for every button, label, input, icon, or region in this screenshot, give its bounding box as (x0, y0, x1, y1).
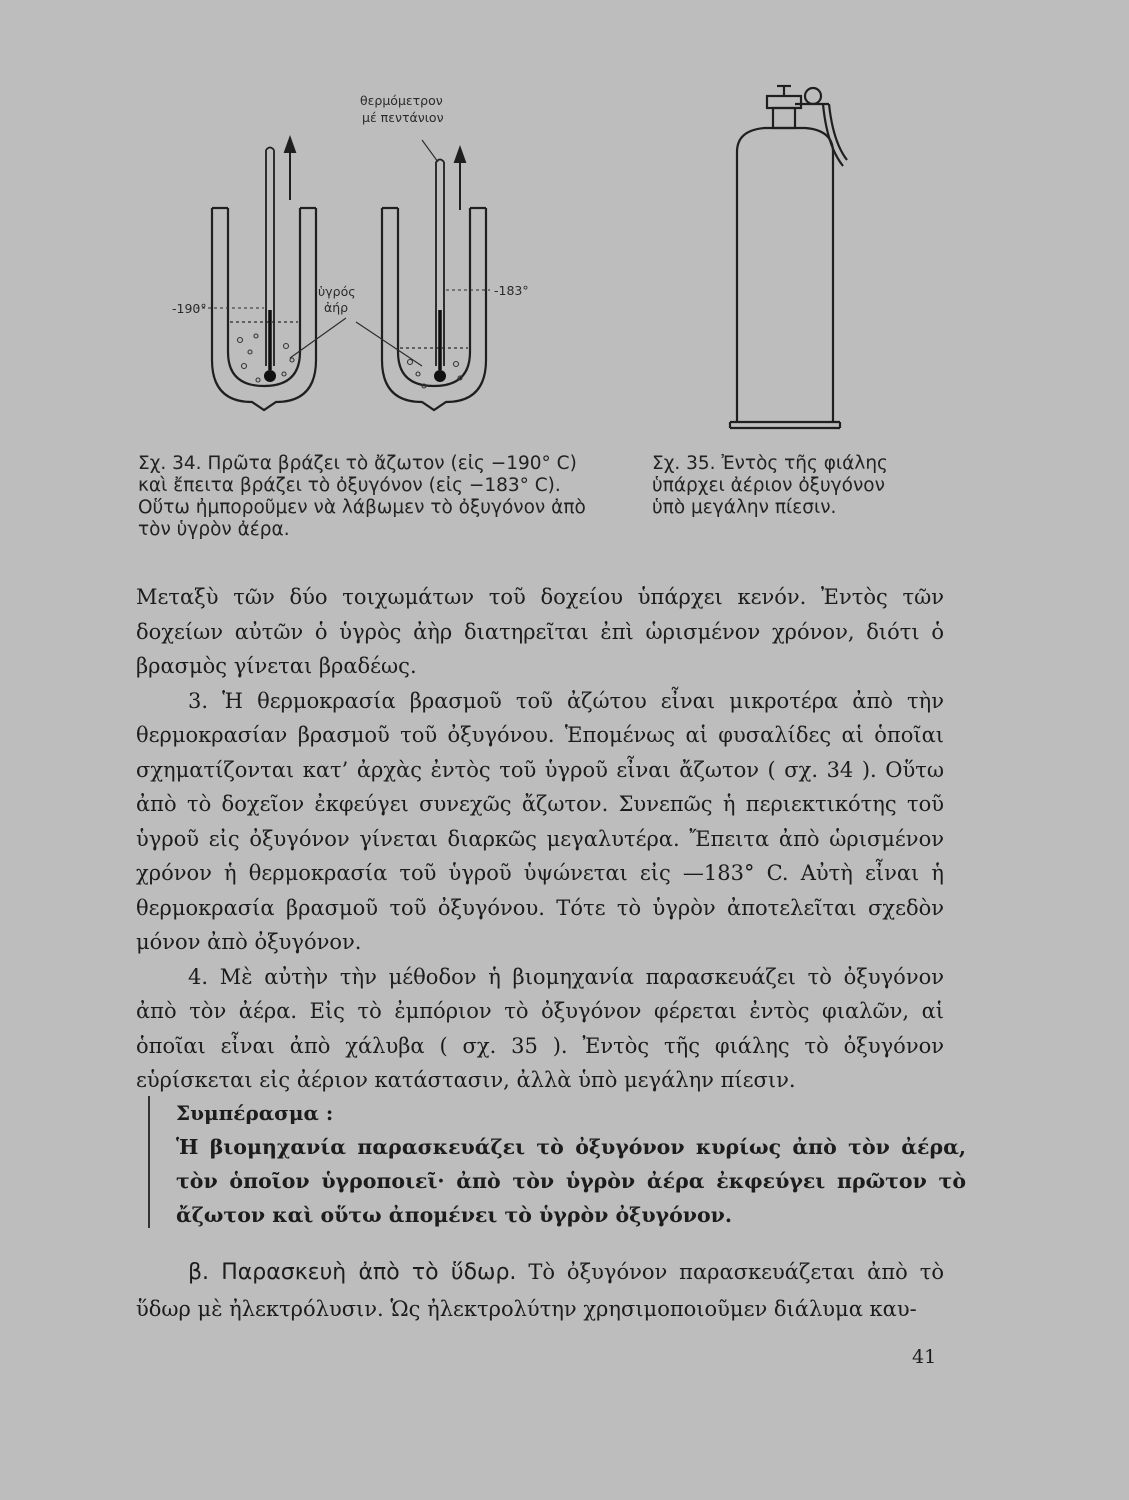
thermometer-label-line1: θερμόμετρον (360, 93, 443, 108)
figure-34-caption (138, 453, 608, 541)
caption-line: ὑπὸ μεγάλην πίεσιν. (652, 497, 837, 518)
paragraph-4: 4. Μὲ αὐτὴν τὴν μέθοδον ἡ βιομηχανία παρασκευάζει τὸ ὀξυγόνον ἀπὸ τὸν ἀέρα. Εἰς τὸ ἐμπόριον τὸ ὀξυγόνον φέρεται ἐντὸς φιαλῶν, αἱ ὁποῖαι εἶναι ἀπὸ χάλυβα ( σχ. 35 ). Ἐντὸς τῆς φιάλης τὸ ὀξυγόνον εὑρίσκεται εἰς ἀέριον κατάστασιν, ἀλλὰ ὑπὸ μεγάλην πίεσιν. (136, 964, 944, 1092)
liquid-air-label-line1: ὑγρός (318, 284, 356, 299)
paragraph-vacuum: Μεταξὺ τῶν δύο τοιχωμάτων τοῦ δοχείου ὑπάρχει κενόν. Ἐντὸς τῶν δοχείων αὐτῶν ὁ ὑγρὸς ἀὴρ διατηρεῖται ἐπὶ ὡρισμένον χρόνον, διότι ὁ βρασμὸς γίνεται βραδέως. (136, 585, 944, 678)
caption-line: Σχ. 35. Ἐντὸς τῆς φιάλης (652, 453, 888, 474)
temperature-right-label: -183° (494, 283, 529, 298)
section-b-text: Τὸ ὀξυγόνον παρασκευάζεται ἀπὸ τὸ ὕδωρ μὲ ἠλεκτρόλυσιν. Ὡς ἠλεκτρολύτην χρησιμοποιοῦμεν διάλυμα καυ- (136, 1260, 944, 1321)
paragraph-3: 3. Ἡ θερμοκρασία βρασμοῦ τοῦ ἀζώτου εἶναι μικροτέρα ἀπὸ τὴν θερμοκρασίαν βρασμοῦ τοῦ ὀξυγόνου. Ἑπομένως αἱ φυσαλίδες αἱ ὁποῖαι σχηματίζονται κατ’ ἀρχὰς ἐντὸς τοῦ ὑγροῦ εἶναι ἄζωτον ( σχ. 34 ). Οὕτω ἀπὸ τὸ δοχεῖον ἐκφεύγει συνεχῶς ἄζωτον. Συνεπῶς ἡ περιεκτικότης τοῦ ὑγροῦ εἰς ὀξυγόνον γίνεται διαρκῶς μεγαλυτέρα. Ἔπειτα ἀπὸ ὡρισμένον χρόνον ἡ θερμοκρασία τοῦ ὑγροῦ ὑψώνεται εἰς —183° C. Αὐτὴ εἶναι ἡ θερμοκρασία βρασμοῦ τοῦ ὀξυγόνου. Τότε τὸ ὑγρὸν ἀποτελεῖται σχεδὸν μόνον ἀπὸ ὀξυγόνον. (136, 688, 944, 954)
liquid-air-label-line2: ἀήρ (324, 300, 349, 315)
caption-line: τὸν ὑγρὸν ἀέρα. (138, 519, 290, 540)
figure-35-caption (652, 453, 942, 519)
caption-line: Σχ. 34. Πρῶτα βράζει τὸ ἄζωτον (εἰς −190° C) (138, 453, 577, 474)
caption-line: ὑπάρχει ἀέριον ὀξυγόνον (652, 475, 885, 496)
figure-35-oxygen-cylinder (725, 82, 855, 437)
caption-line: καὶ ἔπειτα βράζει τὸ ὀξυγόνον (εἰς −183° C). (138, 475, 561, 496)
temperature-left-label: -190° (172, 301, 207, 316)
section-b-heading: β. Παρασκευὴ ἀπὸ τὸ ὕδωρ. (188, 1260, 517, 1285)
conclusion-box (148, 1096, 966, 1228)
conclusion-text: Ἡ βιομηχανία παρασκευάζει τὸ ὀξυγόνον κυρίως ἀπὸ τὸν ἀέρα, τὸν ὁποῖον ὑγροποιεῖ· ἀπὸ τὸν ὑγρὸν ἀέρα ἐκφεύγει πρῶτον τὸ ἄζωτον καὶ οὕτω ἀπομένει τὸ ὑγρὸν ὀξυγόνον. (176, 1135, 966, 1227)
caption-line: Οὕτω ἠμποροῦμεν νὰ λάβωμεν τὸ ὀξυγόνον ἀπὸ (138, 497, 586, 518)
section-b (136, 1254, 944, 1327)
conclusion-title: Συμπέρασμα : (176, 1101, 334, 1125)
page-number: 41 (912, 1346, 937, 1368)
body-text (136, 580, 944, 1098)
thermometer-label-line2: μέ πεντάνιον (362, 110, 444, 125)
figure-34-diagram (160, 90, 580, 430)
